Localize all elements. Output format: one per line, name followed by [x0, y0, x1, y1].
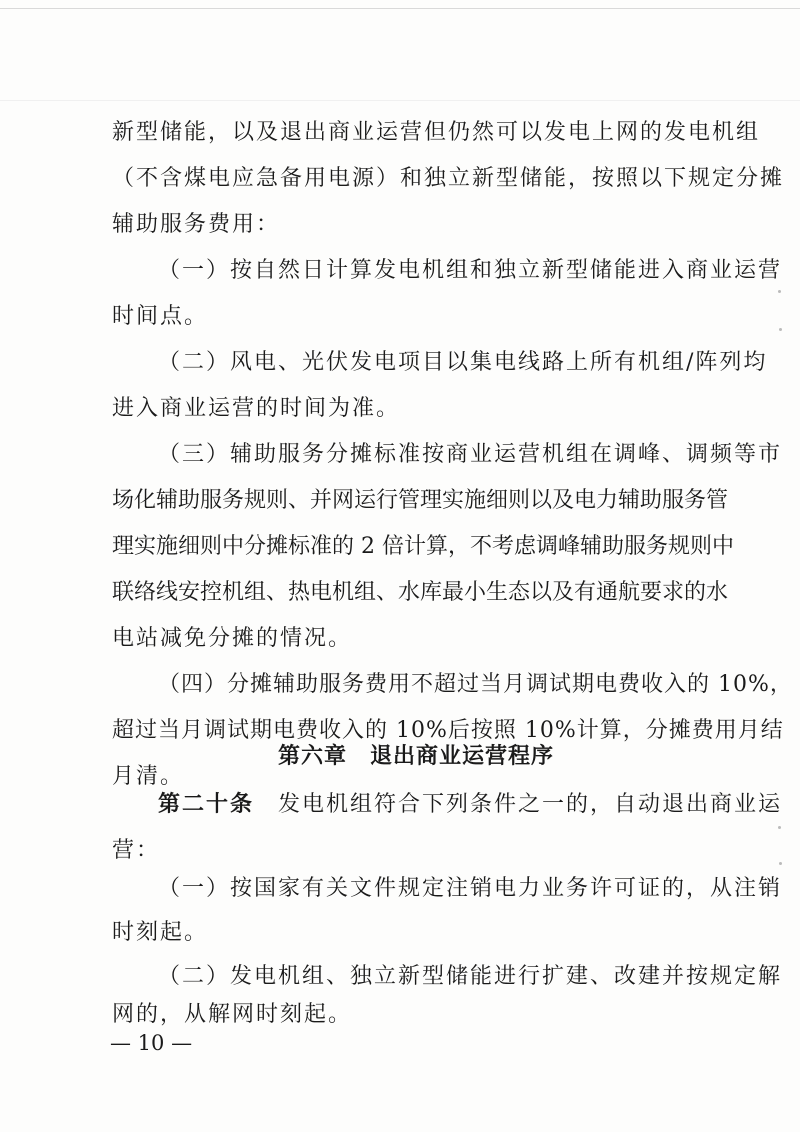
article-first-line	[158, 790, 782, 820]
article-line: （一）按国家有关文件规定注销电力业务许可证的，从注销	[158, 876, 783, 901]
paragraph-line: 电站减免分摊的情况。	[112, 626, 353, 651]
scan-speck	[778, 826, 781, 829]
article-continuation: 营：	[112, 838, 161, 863]
article-text: 发电机组符合下列条件之一的，自动退出商业运	[278, 792, 783, 817]
paragraph-line: 辅助服务费用：	[112, 212, 281, 237]
page-number: — 10 —	[110, 1031, 193, 1055]
scan-speck	[779, 862, 782, 865]
paragraph-line: 超过当月调试期电费收入的 10%后按照 10%计算，分摊费用月结	[112, 718, 784, 743]
scan-speck	[779, 328, 782, 331]
paragraph-line: 理实施细则中分摊标准的 2 倍计算，不考虑调峰辅助服务规则中	[112, 534, 734, 559]
paragraph-line: （三）辅助服务分摊标准按商业运营机组在调峰、调频等市	[158, 442, 783, 467]
page-header-divider	[0, 100, 800, 101]
article-line: 时刻起。	[112, 920, 209, 945]
paragraph-line: 场化辅助服务规则、并网运行管理实施细则以及电力辅助服务管	[112, 488, 729, 513]
paragraph-line: （一）按自然日计算发电机组和独立新型储能进入商业运营	[158, 258, 783, 283]
chapter-heading: 第六章 退出商业运营程序	[278, 744, 555, 769]
page-top-edge	[0, 8, 800, 9]
paragraph-line: 新型储能，以及退出商业运营但仍然可以发电上网的发电机组	[112, 120, 761, 145]
scan-speck	[778, 290, 781, 293]
paragraph-line: 联络线安控机组、热电机组、水库最小生态以及有通航要求的水	[112, 580, 729, 605]
paragraph-line: （不含煤电应急备用电源）和独立新型储能，按照以下规定分摊	[112, 166, 785, 191]
paragraph-line: 进入商业运营的时间为准。	[112, 396, 401, 421]
paragraph-line: 时间点。	[112, 304, 209, 329]
paragraph-line: （二）风电、光伏发电项目以集电线路上所有机组/阵列均	[158, 350, 768, 375]
article-number: 第二十条	[158, 792, 255, 817]
article-line: 网的，从解网时刻起。	[112, 1002, 353, 1027]
article-line: （二）发电机组、独立新型储能进行扩建、改建并按规定解	[158, 964, 783, 989]
paragraph-line: （四）分摊辅助服务费用不超过当月调试期电费收入的 10%，	[158, 672, 793, 697]
paragraph-line: 月清。	[112, 764, 185, 789]
